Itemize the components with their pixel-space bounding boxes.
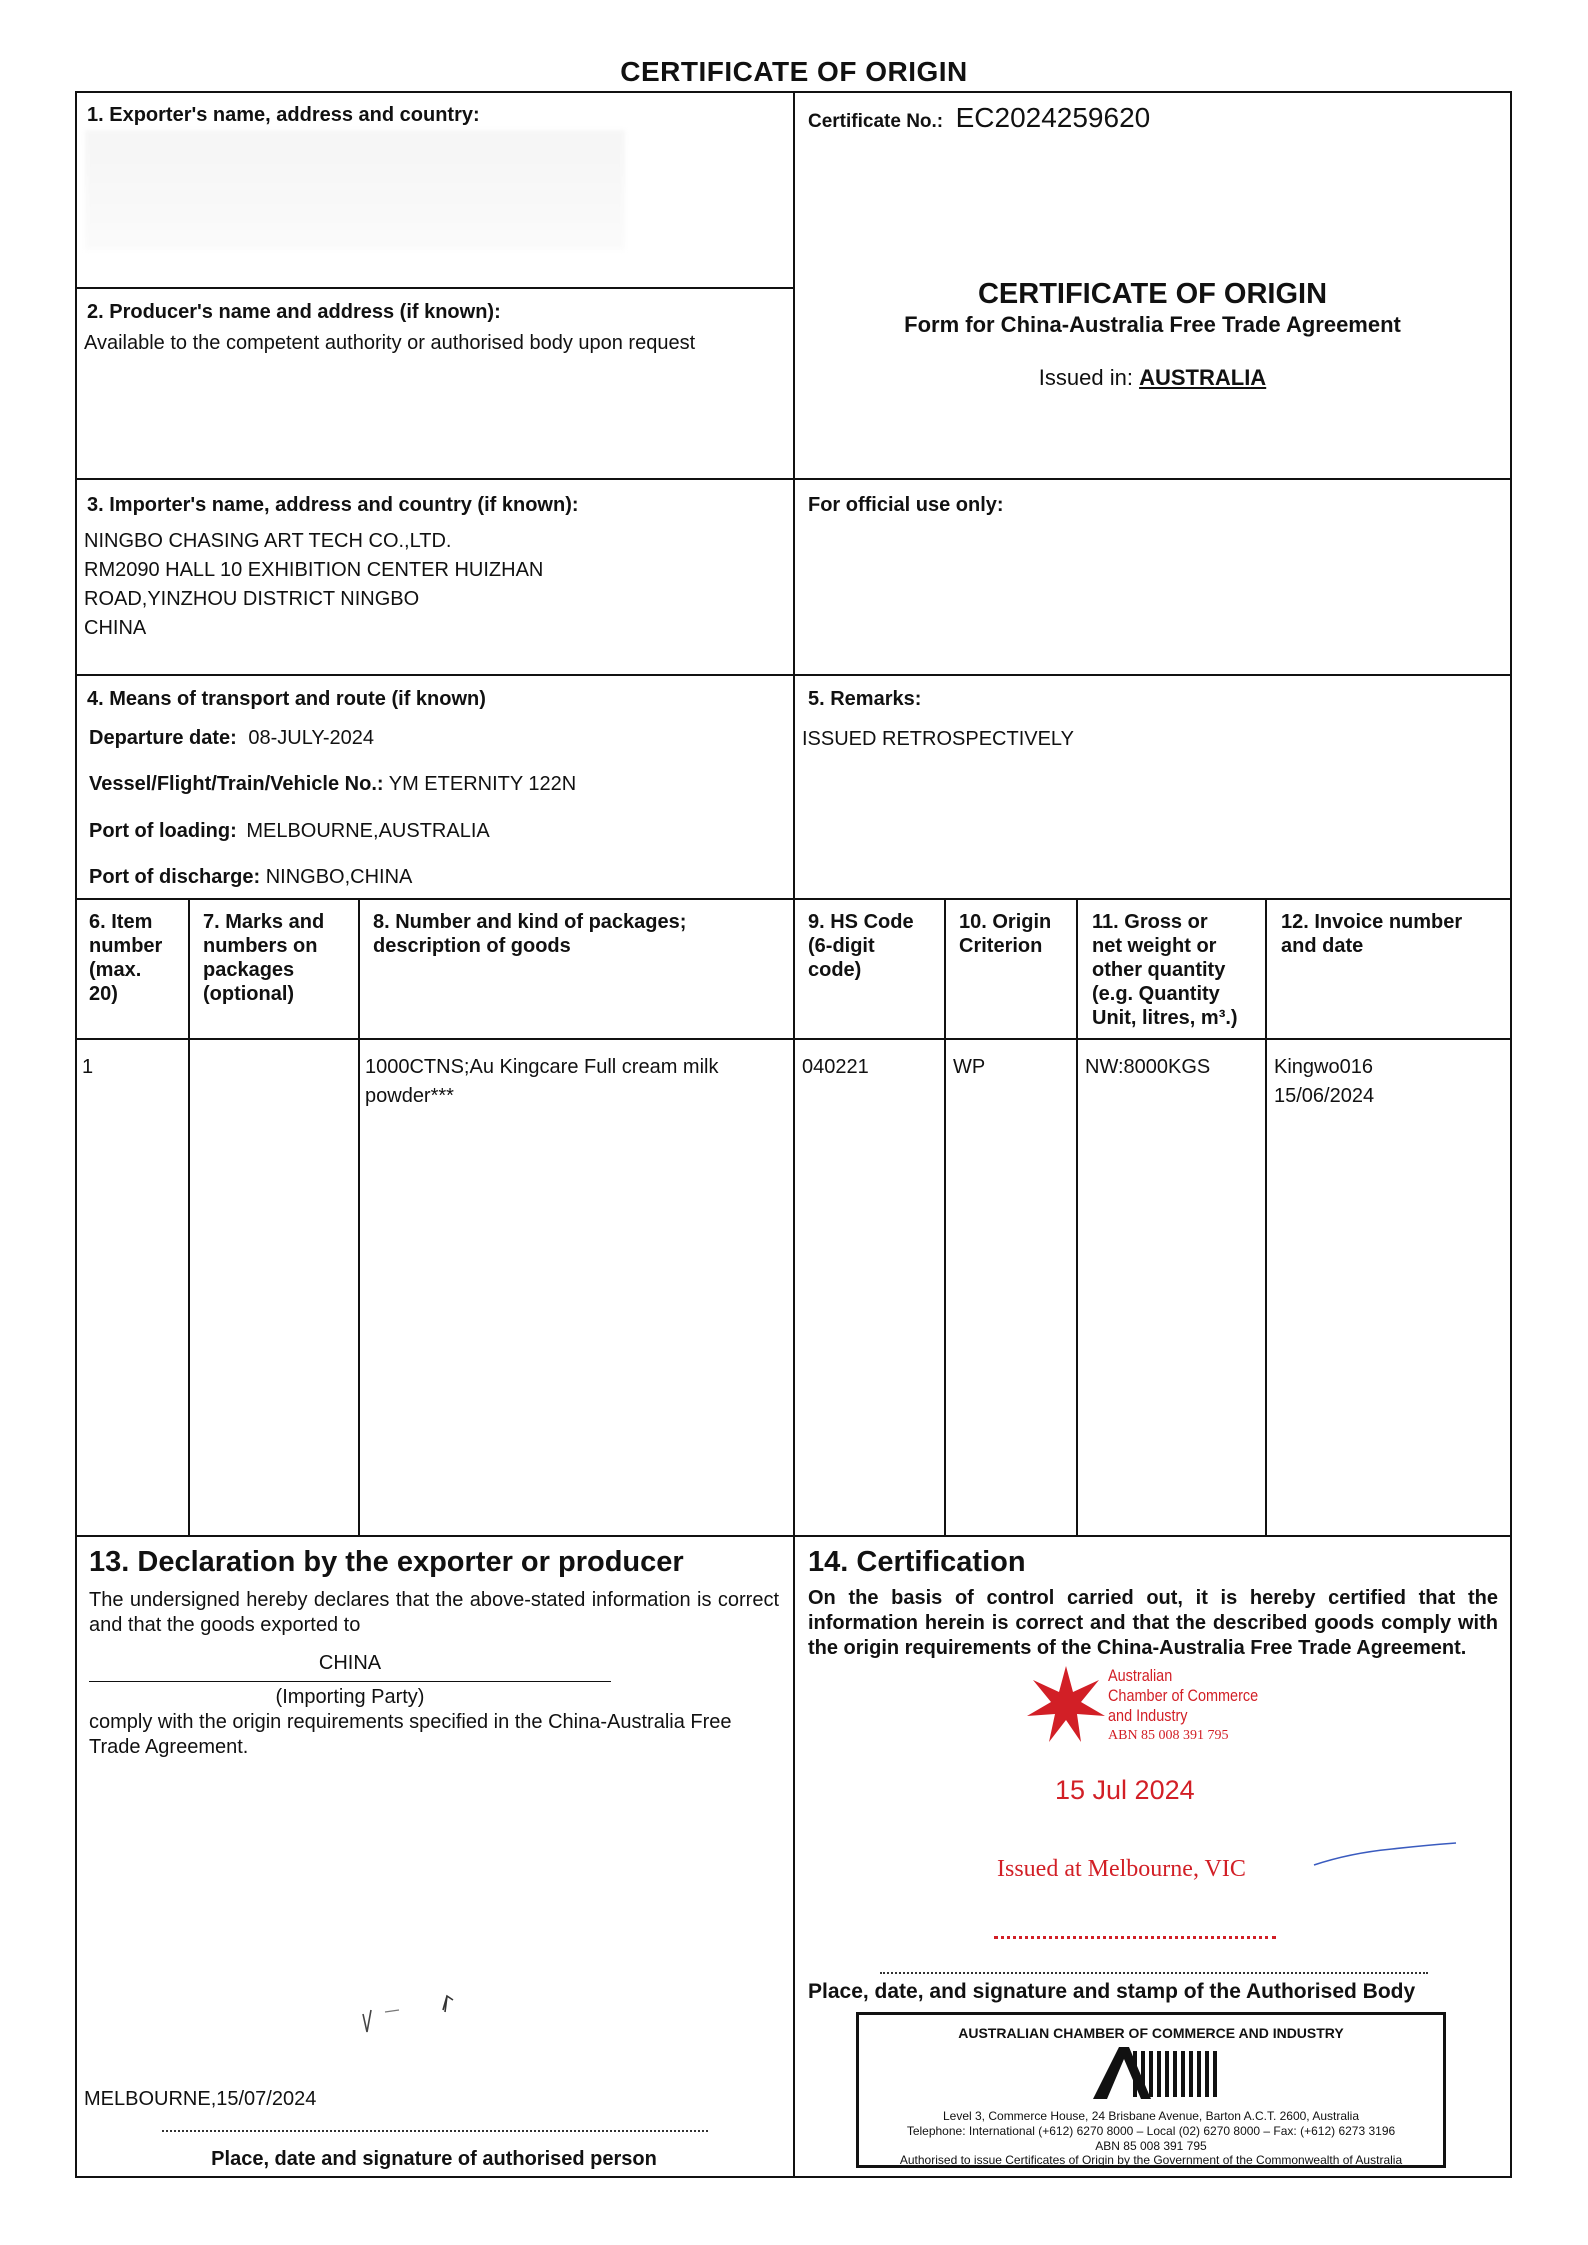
remarks-label: 5. Remarks: xyxy=(808,688,922,710)
acci-abn: ABN 85 008 391 795 xyxy=(1095,2139,1207,2153)
declaration-text-1: The undersigned hereby declares that the above-stated information is correct and that the goods exported to xyxy=(89,1589,779,1636)
importer-label: 3. Importer's name, address and country (if known): xyxy=(87,494,579,516)
stamp-date: 15 Jul 2024 xyxy=(1055,1775,1195,1805)
invoice-number-date: Kingwo016 15/06/2024 xyxy=(1274,1056,1375,1107)
departure-date-label: Departure date: xyxy=(89,727,237,749)
importing-party-line xyxy=(89,1681,611,1682)
importer-line: ROAD,YINZHOU DISTRICT NINGBO xyxy=(84,588,420,610)
importer-line: NINGBO CHASING ART TECH CO.,LTD. xyxy=(84,530,452,552)
acci-header: AUSTRALIAN CHAMBER OF COMMERCE AND INDUSTRY xyxy=(958,2025,1344,2041)
certificate-number-value: EC2024259620 xyxy=(955,102,1151,133)
certification-footer: Place, date, and signature and stamp of the Authorised Body xyxy=(808,1980,1416,2003)
importer-line: RM2090 HALL 10 EXHIBITION CENTER HUIZHAN xyxy=(84,559,544,581)
stamp-org-name xyxy=(1108,1666,1258,1726)
departure-date-value: 08-JULY-2024 xyxy=(248,727,375,749)
hs-code: 040221 xyxy=(802,1056,869,1078)
port-of-loading-label: Port of loading: xyxy=(89,820,237,842)
importer-line: CHINA xyxy=(84,617,147,639)
declaration-text-2: comply with the origin requirements specified in the China-Australia Free Trade Agreement. xyxy=(89,1711,732,1758)
issued-in xyxy=(795,365,1510,391)
stamp-org-line: Chamber of Commerce xyxy=(1108,1686,1259,1705)
col-hs-code-header: 9. HS Code (6-digit code) xyxy=(808,911,914,981)
stamp-org-line: and Industry xyxy=(1108,1706,1188,1725)
certification-dotted-line xyxy=(880,1972,1428,1974)
form-title: CERTIFICATE OF ORIGIN xyxy=(977,278,1328,310)
acci-logo-icon xyxy=(1089,2043,1219,2101)
declaration-title: 13. Declaration by the exporter or producer xyxy=(89,1546,684,1578)
col-marks-header: 7. Marks and numbers on packages (optional) xyxy=(203,911,325,1005)
issued-in-value: AUSTRALIA xyxy=(1139,365,1267,390)
exporter-signature xyxy=(355,1988,465,2048)
port-of-loading xyxy=(89,820,490,843)
vessel-number-value: YM ETERNITY 122N xyxy=(388,773,577,795)
declaration-footer: Place, date and signature of authorised person xyxy=(211,2148,657,2170)
importing-country: CHINA xyxy=(318,1652,382,1674)
item-number: 1 xyxy=(82,1056,94,1078)
port-of-discharge xyxy=(89,866,412,889)
certificate-number-label: Certificate No.: xyxy=(808,111,944,132)
issued-in-label: Issued in: xyxy=(1038,365,1133,390)
certification-text: On the basis of control carried out, it is hereby certified that the information herein is correct and that the described goods comply with the origin requirements of the China-Australia Free Trade Agreement. xyxy=(808,1587,1498,1659)
col-quantity-header: 11. Gross or net weight or other quantity (e.g. Quantity Unit, litres, m³.) xyxy=(1092,911,1238,1029)
acci-address: Level 3, Commerce House, 24 Brisbane Avenue, Barton A.C.T. 2600, Australia xyxy=(942,2109,1359,2123)
importer-details xyxy=(84,527,543,643)
acci-box xyxy=(856,2012,1446,2168)
chamber-stamp xyxy=(1020,1664,1320,1754)
quantity: NW:8000KGS xyxy=(1085,1056,1211,1078)
red-dotted-line xyxy=(994,1936,1276,1939)
col-origin-criterion-header: 10. Origin Criterion xyxy=(959,911,1052,957)
form-subtitle: Form for China-Australia Free Trade Agreement xyxy=(904,312,1401,337)
vessel-number-label: Vessel/Flight/Train/Vehicle No.: xyxy=(89,773,384,795)
port-of-discharge-label: Port of discharge: xyxy=(89,866,261,888)
port-of-discharge-value: NINGBO,CHINA xyxy=(265,866,413,888)
exporter-label: 1. Exporter's name, address and country: xyxy=(87,104,480,126)
vessel-number xyxy=(89,773,576,796)
certification-title: 14. Certification xyxy=(808,1546,1026,1578)
stamp-abn: ABN 85 008 391 795 xyxy=(1108,1728,1229,1743)
col-invoice-header: 12. Invoice number and date xyxy=(1281,911,1463,957)
page-title: CERTIFICATE OF ORIGIN xyxy=(620,56,968,87)
redacted-exporter-details xyxy=(85,130,625,250)
producer-label: 2. Producer's name and address (if known): xyxy=(87,301,501,323)
certifier-signature xyxy=(1310,1835,1460,1871)
goods-description: 1000CTNS;Au Kingcare Full cream milk powder*** xyxy=(365,1056,719,1107)
remarks-value: ISSUED RETROSPECTIVELY xyxy=(802,728,1074,750)
acci-telephone: Telephone: International (+612) 6270 8000 – Local (02) 6270 8000 – Fax: (+612) 6273 3196 xyxy=(906,2124,1396,2138)
stamp-issued-at: Issued at Melbourne, VIC xyxy=(997,1856,1246,1882)
importing-party-label: (Importing Party) xyxy=(275,1686,425,1708)
col-description-header: 8. Number and kind of packages; description of goods xyxy=(373,911,687,957)
acci-logo xyxy=(1089,2043,1219,2101)
departure-date xyxy=(89,727,374,750)
red-star-icon xyxy=(1025,1664,1107,1744)
origin-criterion: WP xyxy=(953,1056,986,1078)
transport-label: 4. Means of transport and route (if known) xyxy=(87,688,486,710)
declaration-dotted-line xyxy=(162,2130,708,2134)
acci-authorised: Authorised to issue Certificates of Origin by the Government of the Commonwealth of Australia xyxy=(899,2153,1403,2167)
port-of-loading-value: MELBOURNE,AUSTRALIA xyxy=(246,820,490,842)
producer-value: Available to the competent authority or authorised body upon request xyxy=(84,332,696,354)
declaration-place-date: MELBOURNE,15/07/2024 xyxy=(84,2088,317,2110)
stamp-org-line: Australian xyxy=(1108,1666,1173,1685)
col-item-number-header: 6. Item number (max. 20) xyxy=(89,911,163,1005)
certificate-number xyxy=(808,102,1150,134)
official-use-label: For official use only: xyxy=(808,494,1004,516)
